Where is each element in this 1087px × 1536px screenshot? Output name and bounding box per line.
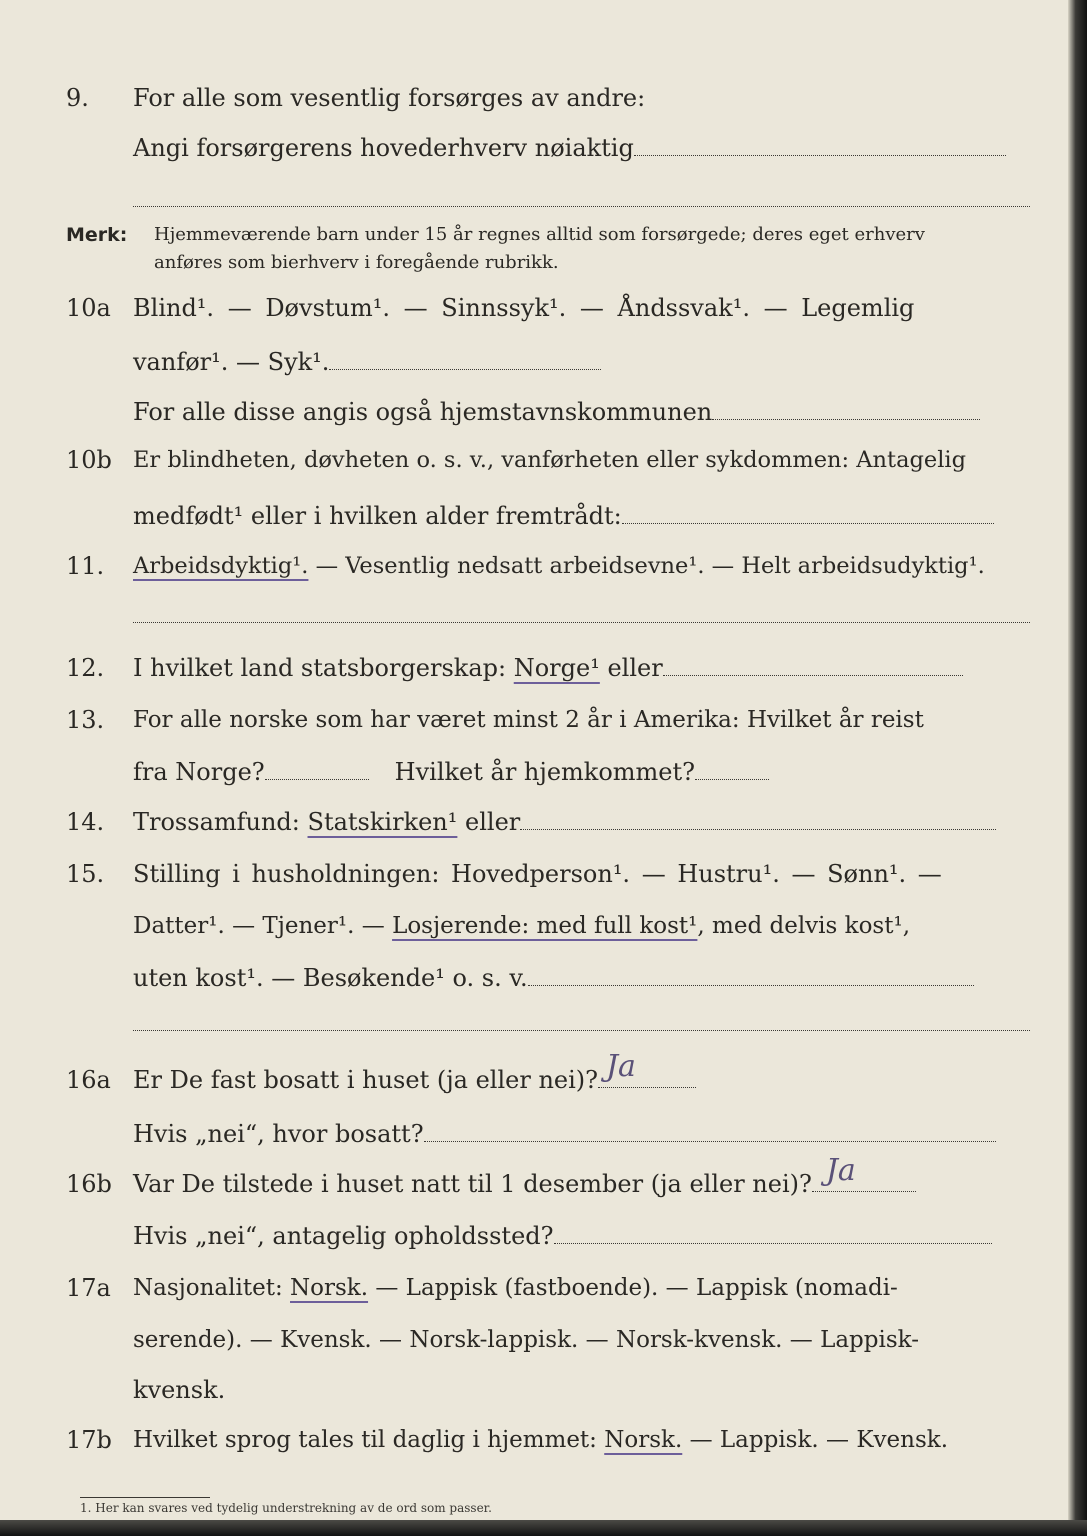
question-number: 14.: [66, 808, 105, 836]
answer-fill-line[interactable]: [712, 395, 980, 420]
question-number: 17b: [66, 1426, 112, 1454]
question-text: fra Norge?: [133, 758, 265, 786]
question-number: 10b: [66, 446, 112, 474]
underlined-answer-option: Losjerende: med full kost¹: [392, 913, 698, 939]
question-text: , med delvis kost¹,: [697, 913, 910, 939]
question-text: vanfør¹. — Syk¹.: [133, 348, 330, 376]
answer-fill-line[interactable]: [634, 131, 1006, 156]
question-text: Blind¹. — Døvstum¹. — Sinnssyk¹. — Åndssvak¹. — Legemlig: [133, 294, 915, 322]
footnote: 1. Her kan svares ved tydelig understrekning av de ord som passer.: [80, 1501, 492, 1515]
question-10b: [0, 442, 1040, 478]
question-text: Er De fast bosatt i huset (ja eller nei)?: [133, 1066, 599, 1094]
question-10a: [0, 290, 1040, 326]
answer-fill-line-right[interactable]: [695, 755, 769, 780]
question-text: — Lappisk (fastboende). — Lappisk (nomadi-: [368, 1275, 898, 1301]
question-text: kvensk.: [133, 1376, 226, 1404]
underlined-answer-option: Norge¹: [513, 654, 600, 682]
answer-fill-line-left[interactable]: [265, 755, 369, 780]
answer-fill-line[interactable]: [520, 805, 996, 830]
question-13-cont: [0, 754, 1040, 790]
question-text: Angi forsørgerens hovederhverv nøiaktig: [133, 134, 634, 162]
note-line-1: Hjemmeværende barn under 15 år regnes alltid som forsørgede; deres eget erhverv: [154, 224, 925, 245]
question-number: 9.: [66, 84, 89, 112]
question-number: 10a: [66, 294, 111, 322]
question-17a-cont-2: [0, 1372, 1040, 1408]
question-16b: [0, 1153, 1040, 1202]
question-text: I hvilket land statsborgerskap:: [133, 654, 514, 682]
question-text: Nasjonalitet:: [133, 1275, 291, 1301]
scan-edge-bottom: [0, 1520, 1087, 1536]
question-text: For alle norske som har været minst 2 år i Amerika: Hvilket år reist: [133, 707, 924, 733]
note-label: Merk:: [66, 224, 128, 246]
question-number: 15.: [66, 860, 105, 888]
question-16a: [0, 1049, 1040, 1098]
question-number: 12.: [66, 654, 105, 682]
answer-rule[interactable]: [133, 622, 1030, 623]
question-text: Hvis „nei“, antagelig opholdssted?: [133, 1222, 554, 1250]
answer-fill-line[interactable]: [663, 651, 963, 676]
question-text: Trossamfund:: [133, 808, 308, 836]
question-text: medfødt¹ eller i hvilken alder fremtrådt:: [133, 502, 622, 530]
note-line-2: anføres som bierhverv i foregående rubrikk.: [154, 252, 559, 273]
underlined-answer-option: Norsk.: [290, 1275, 369, 1301]
question-14: [0, 804, 1040, 840]
question-text: eller: [599, 654, 663, 682]
answer-fill-line[interactable]: [329, 345, 601, 370]
question-15: [0, 856, 1040, 892]
question-9-provider-line: [0, 130, 1040, 166]
question-text: uten kost¹. — Besøkende¹ o. s. v.: [133, 964, 528, 992]
answer-fill-line[interactable]: [554, 1219, 992, 1244]
scan-edge-right: [1068, 0, 1087, 1536]
underlined-answer-option: Norsk.: [604, 1427, 683, 1453]
question-11: [0, 548, 1040, 584]
handwritten-answer: Ja: [825, 1153, 856, 1188]
answer-fill-line[interactable]: [424, 1117, 996, 1142]
question-10a-cont: [0, 344, 1040, 380]
answer-fill-line[interactable]: [598, 1049, 696, 1088]
question-text: serende). — Kvensk. — Norsk-lappisk. — Norsk-kvensk. — Lappisk-: [133, 1327, 919, 1353]
answer-rule[interactable]: [133, 1030, 1030, 1031]
question-text: Hvilket år hjemkommet?: [394, 758, 696, 786]
question-10b-cont: [0, 498, 1040, 534]
question-text: Var De tilstede i huset natt til 1 desember (ja eller nei)?: [133, 1170, 812, 1198]
question-17a-cont: [0, 1322, 1040, 1358]
question-text: Datter¹. — Tjener¹. —: [133, 913, 393, 939]
question-number: 11.: [66, 552, 105, 580]
answer-fill-line[interactable]: [622, 499, 994, 524]
question-13: [0, 702, 1040, 738]
answer-rule[interactable]: [133, 206, 1030, 207]
question-number: 13.: [66, 706, 105, 734]
question-15-cont-2: [0, 960, 1040, 996]
question-17a: [0, 1270, 1040, 1306]
question-10a-home-municipality: [0, 394, 1040, 430]
answer-fill-line[interactable]: [812, 1153, 916, 1192]
footnote-rule: [80, 1497, 210, 1498]
question-16b-cont: [0, 1218, 1040, 1254]
question-text: Hvilket sprog tales til daglig i hjemmet:: [133, 1427, 605, 1453]
question-17b: [0, 1422, 1040, 1458]
question-number: 16b: [66, 1170, 112, 1198]
question-number: 17a: [66, 1274, 111, 1302]
question-text: Stilling i husholdningen: Hovedperson¹. — Hustru¹. — Sønn¹. —: [133, 860, 942, 888]
question-text: For alle disse angis også hjemstavnskommunen: [133, 398, 713, 426]
question-text: Hvis „nei“, hvor bosatt?: [133, 1120, 424, 1148]
underlined-answer-option: Arbeidsdyktig¹.: [133, 553, 309, 579]
underlined-answer-option: Statskirken¹: [307, 808, 458, 836]
handwritten-answer: Ja: [606, 1049, 636, 1084]
question-16a-cont: [0, 1116, 1040, 1152]
question-number: 16a: [66, 1066, 111, 1094]
question-text: eller: [457, 808, 521, 836]
question-9: [0, 80, 1040, 116]
question-text: For alle som vesentlig forsørges av andre:: [133, 84, 646, 112]
question-text: — Lappisk. — Kvensk.: [682, 1427, 949, 1453]
question-12: [0, 650, 1040, 686]
question-15-cont: [0, 908, 1040, 944]
answer-fill-line[interactable]: [528, 961, 974, 986]
question-text: Er blindheten, døvheten o. s. v., vanførheten eller sykdommen: Antagelig: [133, 447, 966, 473]
question-text: — Vesentlig nedsatt arbeidsevne¹. — Helt arbeidsudyktig¹.: [308, 553, 985, 579]
